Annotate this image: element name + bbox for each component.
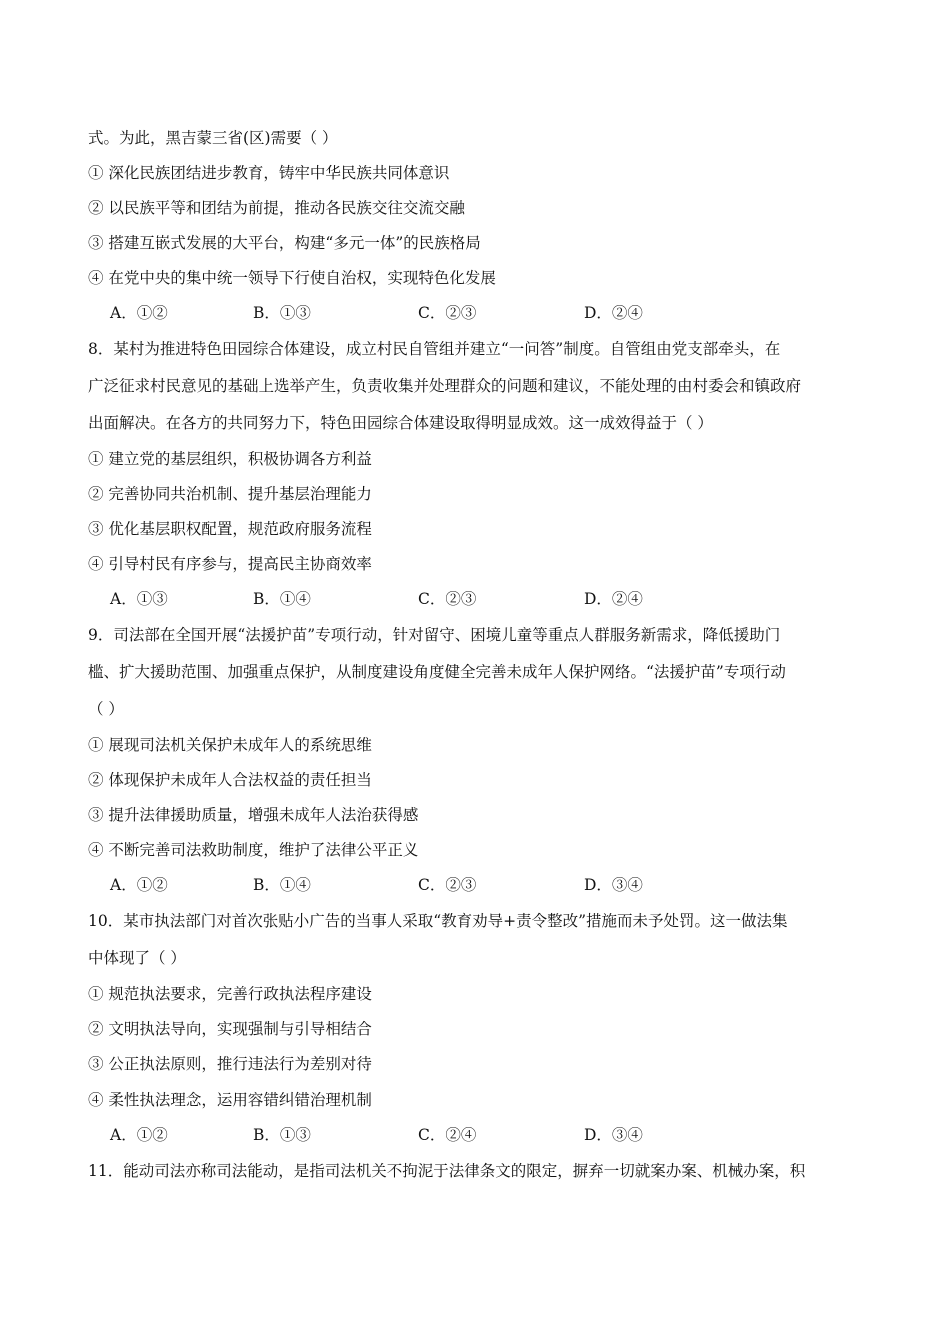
- q9-choices: [110, 875, 710, 895]
- q7-stem-tail: 式。为此，黑吉蒙三省(区)需要（ ）: [88, 129, 338, 147]
- q8-option-4: ④ 引导村民有序参与，提高民主协商效率: [88, 555, 372, 573]
- q9-option-3: ③ 提升法律援助质量，增强未成年人法治获得感: [88, 806, 419, 824]
- q9-choice-b: B．①④: [253, 876, 311, 894]
- q9-stem-line-2: 槛、扩大援助范围、加强重点保护，从制度建设角度健全完善未成年人保护网络。“法援护苗”专项行动: [88, 663, 786, 681]
- q8-choice-a: A．①③: [110, 590, 168, 608]
- q8-choice-c: C．②③: [418, 590, 477, 608]
- q8-option-1: ① 建立党的基层组织，积极协调各方利益: [88, 450, 372, 468]
- q7-option-3: ③ 搭建互嵌式发展的大平台，构建“多元一体”的民族格局: [88, 234, 481, 252]
- q8-stem-line-2: 广泛征求村民意见的基础上选举产生，负责收集并处理群众的问题和建议，不能处理的由村委会和镇政府: [88, 377, 802, 395]
- q7-choice-b: B．①③: [253, 304, 311, 322]
- q10-stem-line-1: 10．某市执法部门对首次张贴小广告的当事人采取“教育劝导+责令整改”措施而未予处罚。这一做法集: [88, 912, 788, 930]
- q9-option-1: ① 展现司法机关保护未成年人的系统思维: [88, 736, 372, 754]
- q9-choice-d: D．③④: [584, 876, 643, 894]
- q8-option-2: ② 完善协同共治机制、提升基层治理能力: [88, 485, 372, 503]
- q7-choice-a: A．①②: [110, 304, 168, 322]
- q10-choice-c: C．②④: [418, 1126, 477, 1144]
- q10-option-1: ① 规范执法要求，完善行政执法程序建设: [88, 985, 372, 1003]
- q7-choice-d: D．②④: [584, 304, 643, 322]
- q10-option-3: ③ 公正执法原则，推行违法行为差别对待: [88, 1055, 372, 1073]
- q8-choice-d: D．②④: [584, 590, 643, 608]
- q7-option-1: ① 深化民族团结进步教育，铸牢中华民族共同体意识: [88, 164, 450, 182]
- q9-choice-c: C．②③: [418, 876, 477, 894]
- q9-option-2: ② 体现保护未成年人合法权益的责任担当: [88, 771, 372, 789]
- q8-choice-b: B．①④: [253, 590, 311, 608]
- q7-option-4: ④ 在党中央的集中统一领导下行使自治权，实现特色化发展: [88, 269, 496, 287]
- q7-choices: [110, 303, 710, 323]
- q7-option-2: ② 以民族平等和团结为前提，推动各民族交往交流交融: [88, 199, 465, 217]
- q10-choice-a: A．①②: [110, 1126, 168, 1144]
- q10-option-4: ④ 柔性执法理念，运用容错纠错治理机制: [88, 1091, 372, 1109]
- q10-stem-line-2: 中体现了（ ）: [88, 949, 186, 967]
- q9-stem-line-3: （ ）: [88, 700, 124, 718]
- q8-choices: [110, 589, 710, 609]
- q10-option-2: ② 文明执法导向，实现强制与引导相结合: [88, 1020, 372, 1038]
- q11-stem-line-1: 11．能动司法亦称司法能动，是指司法机关不拘泥于法律条文的限定，摒弃一切就案办案、机械办案，积: [88, 1162, 806, 1180]
- q8-stem-line-3: 出面解决。在各方的共同努力下，特色田园综合体建设取得明显成效。这一成效得益于（ ）: [88, 414, 713, 432]
- q9-stem-line-1: 9．司法部在全国开展“法援护苗”专项行动，针对留守、困境儿童等重点人群服务新需求，降低援助门: [88, 626, 781, 644]
- q10-choice-b: B．①③: [253, 1126, 311, 1144]
- q9-choice-a: A．①②: [110, 876, 168, 894]
- q10-choice-d: D．③④: [584, 1126, 643, 1144]
- q8-option-3: ③ 优化基层职权配置，规范政府服务流程: [88, 520, 372, 538]
- q8-stem-line-1: 8．某村为推进特色田园综合体建设，成立村民自管组并建立“一问答”制度。自管组由党支部牵头，在: [88, 340, 781, 358]
- q9-option-4: ④ 不断完善司法救助制度，维护了法律公平正义: [88, 841, 419, 859]
- q10-choices: [110, 1125, 710, 1145]
- q7-choice-c: C．②③: [418, 304, 477, 322]
